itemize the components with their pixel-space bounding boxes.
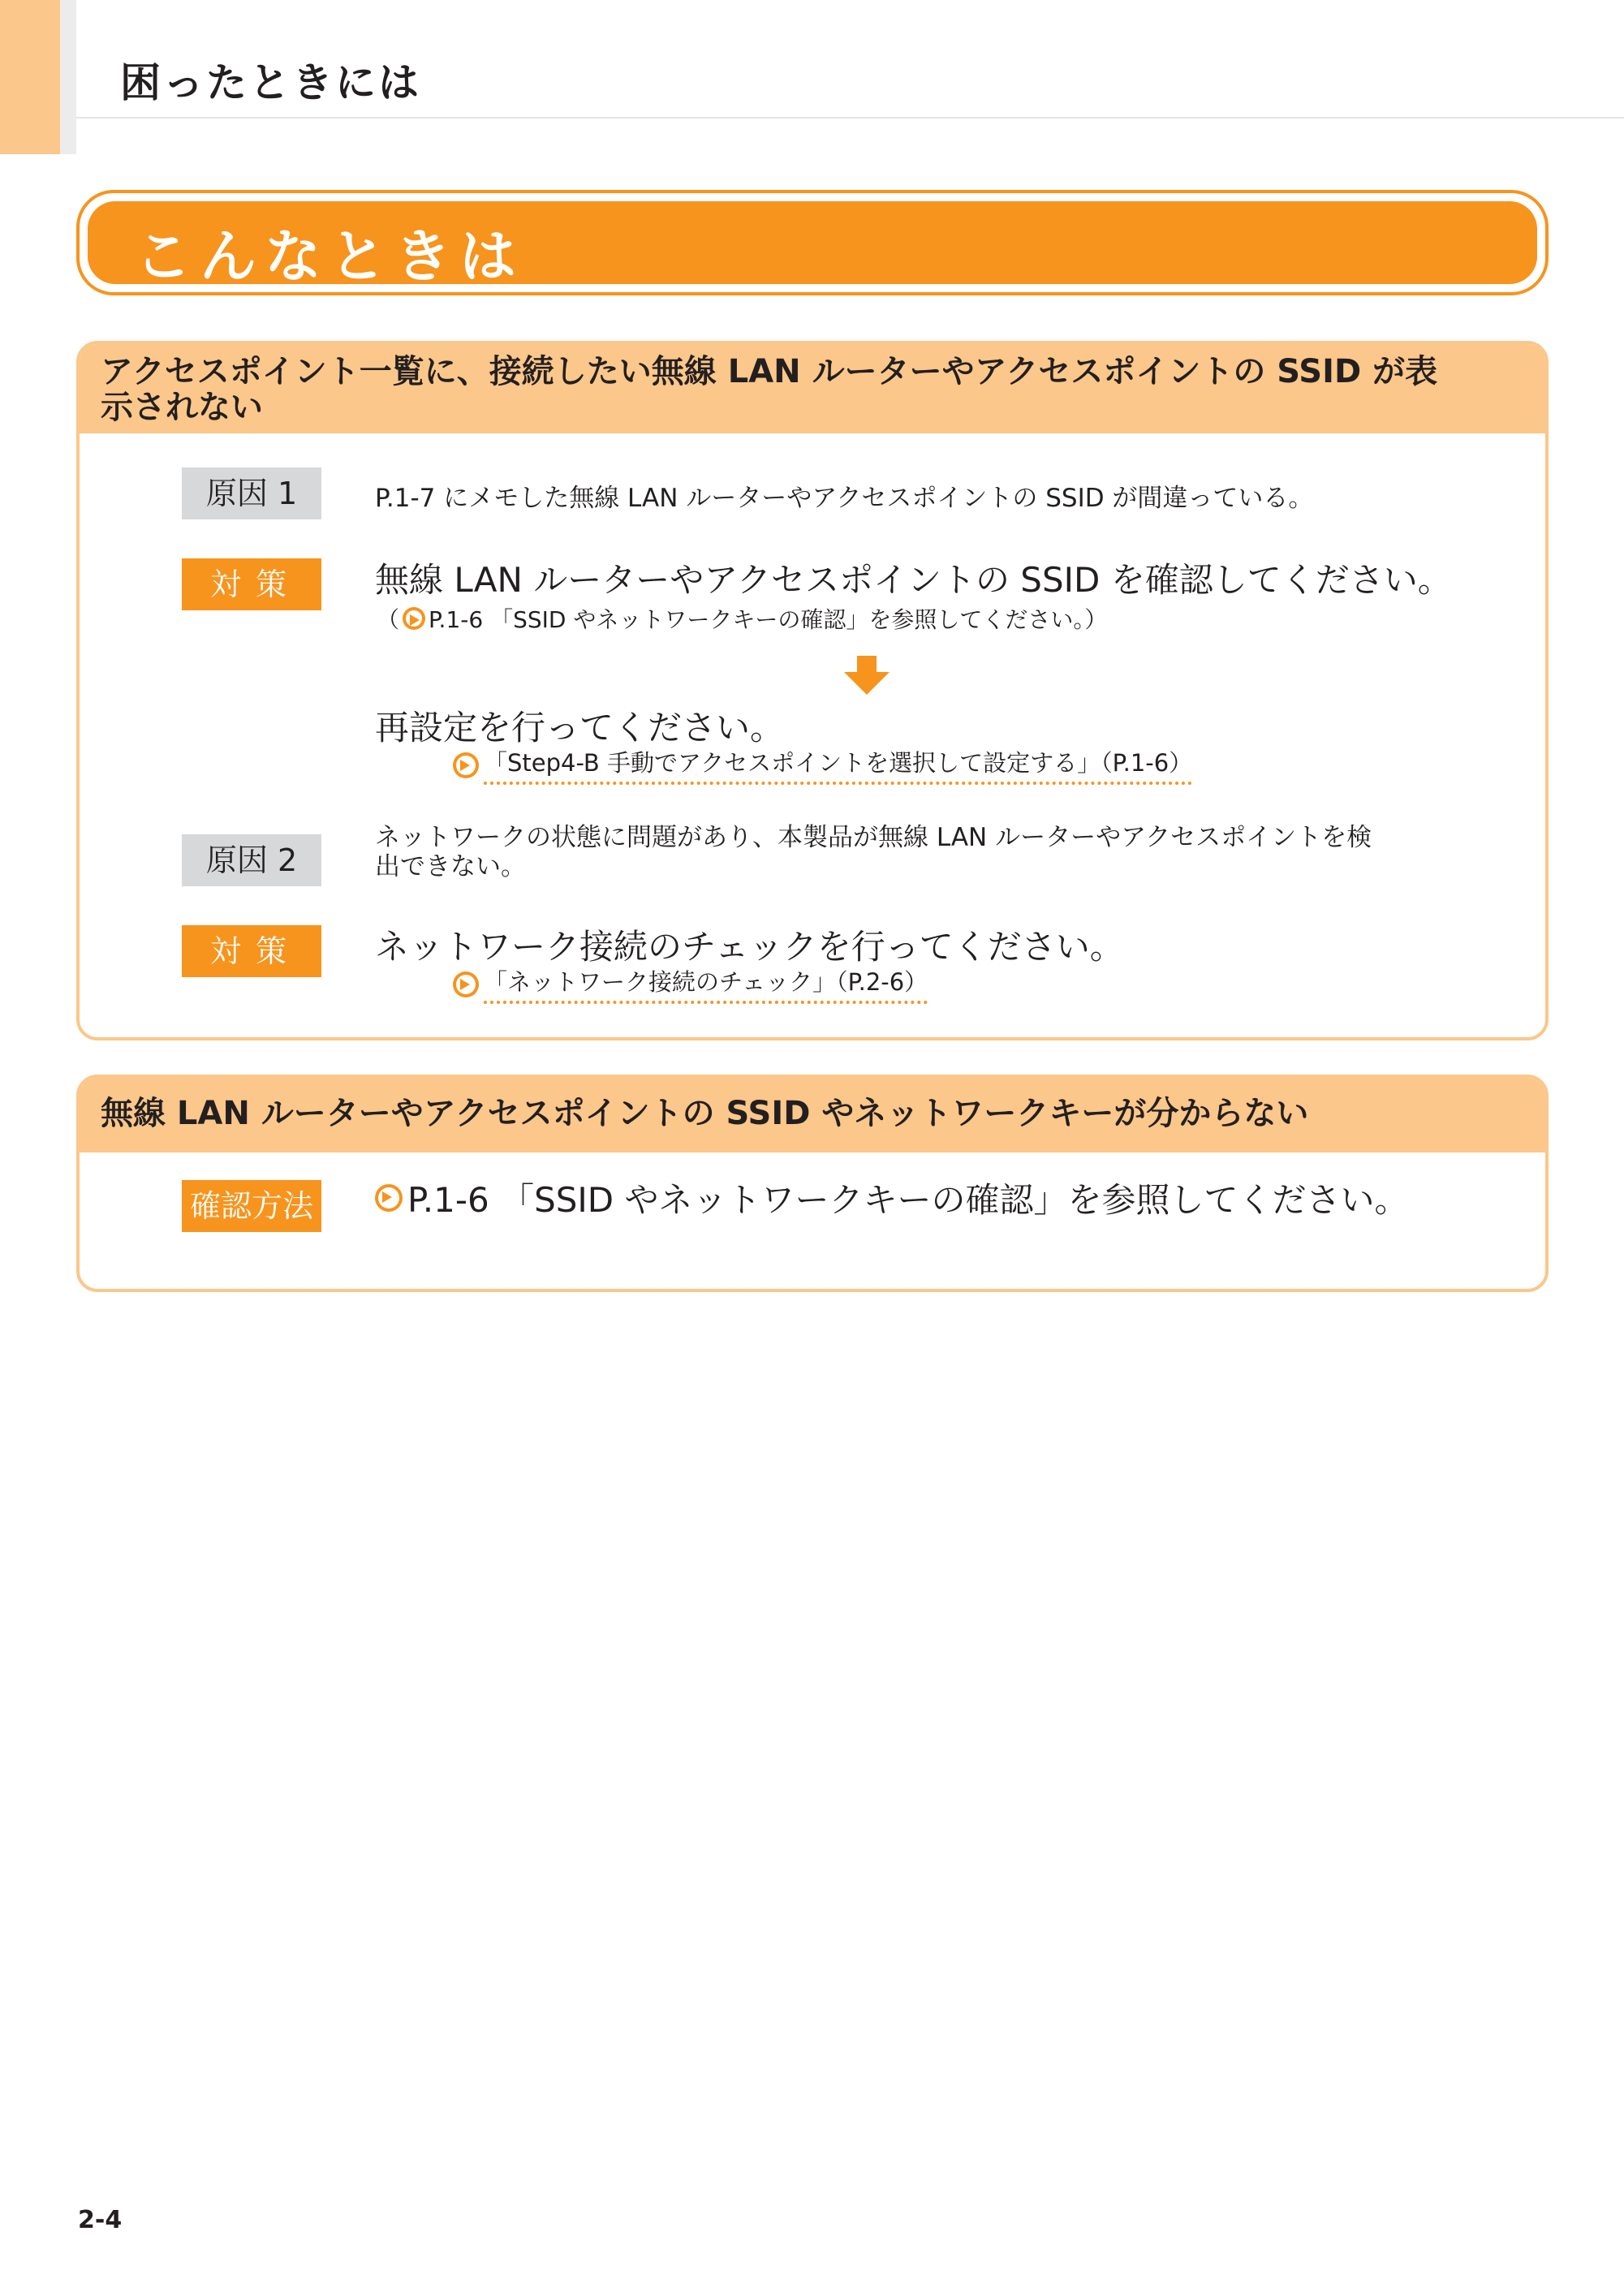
check-method-reference[interactable] [375, 1174, 1409, 1222]
trouble-panel-ssid-unknown [76, 1075, 1549, 1292]
page-title: こんなときは [135, 223, 524, 290]
page-number: 2-4 [78, 2206, 123, 2234]
cause-1-label: 原因 1 [182, 467, 321, 519]
fix-1-label: 対策 [182, 558, 321, 610]
trouble-panel-ssid-not-shown [76, 341, 1549, 1040]
fix-1b-reference[interactable] [453, 745, 1192, 785]
fix-2-reference-link[interactable]: 「ネットワーク接続のチェック」（P.2-6） [484, 964, 928, 1004]
panel-heading-line-1: アクセスポイント一覧に、接続したい無線 LAN ルーターやアクセスポイントの SSID が表 [101, 353, 1438, 390]
header-divider [76, 117, 1624, 118]
arrow-right-circle-icon [453, 752, 479, 778]
arrow-right-circle-icon [453, 971, 479, 997]
fix-1-note-link[interactable]: P.1-6 「SSID やネットワークキーの確認」を参照してください。） [429, 606, 1108, 633]
fix-1b-reference-link[interactable]: 「Step4-B 手動でアクセスポイントを選択して設定する」（P.1-6） [484, 745, 1192, 785]
section-title: 困ったときには [120, 59, 421, 106]
cause-2-text-line-1: ネットワークの状態に問題があり、本製品が無線 LAN ルーターやアクセスポイントを検 [375, 823, 1372, 852]
cause-2-text-line-2: 出できない。 [375, 852, 526, 881]
panel-heading [80, 1078, 1545, 1152]
down-arrow-icon [844, 656, 890, 695]
fix-1b-text: 再設定を行ってください。 [375, 708, 785, 747]
fix-2-label: 対策 [182, 925, 321, 977]
fix-1-note [377, 602, 1107, 635]
section-side-tab-edge [60, 0, 76, 154]
page-banner-fill [88, 201, 1537, 290]
arrow-right-circle-icon [375, 1184, 403, 1212]
panel-heading-line-2: 示されない [101, 389, 263, 426]
page-banner [76, 190, 1549, 295]
cause-2-text [375, 823, 1372, 881]
arrow-right-circle-icon [403, 607, 425, 630]
fix-1-note-open-paren: （ [377, 606, 400, 633]
fix-2-reference[interactable] [453, 964, 928, 1004]
section-side-tab [0, 0, 60, 154]
check-method-text[interactable]: P.1-6 「SSID やネットワークキーの確認」を参照してください。 [407, 1180, 1409, 1220]
panel-heading-text: 無線 LAN ルーターやアクセスポイントの SSID やネットワークキーが分からない [101, 1095, 1309, 1132]
panel-heading [80, 344, 1545, 433]
fix-1-text: 無線 LAN ルーターやアクセスポイントの SSID を確認してください。 [375, 560, 1452, 600]
cause-2-label: 原因 2 [182, 834, 321, 886]
check-method-label: 確認方法 [182, 1180, 321, 1232]
cause-1-text: P.1-7 にメモした無線 LAN ルーターやアクセスポイントの SSID が間違っている。 [375, 484, 1314, 513]
fix-2-text: ネットワーク接続のチェックを行ってください。 [375, 927, 1124, 967]
